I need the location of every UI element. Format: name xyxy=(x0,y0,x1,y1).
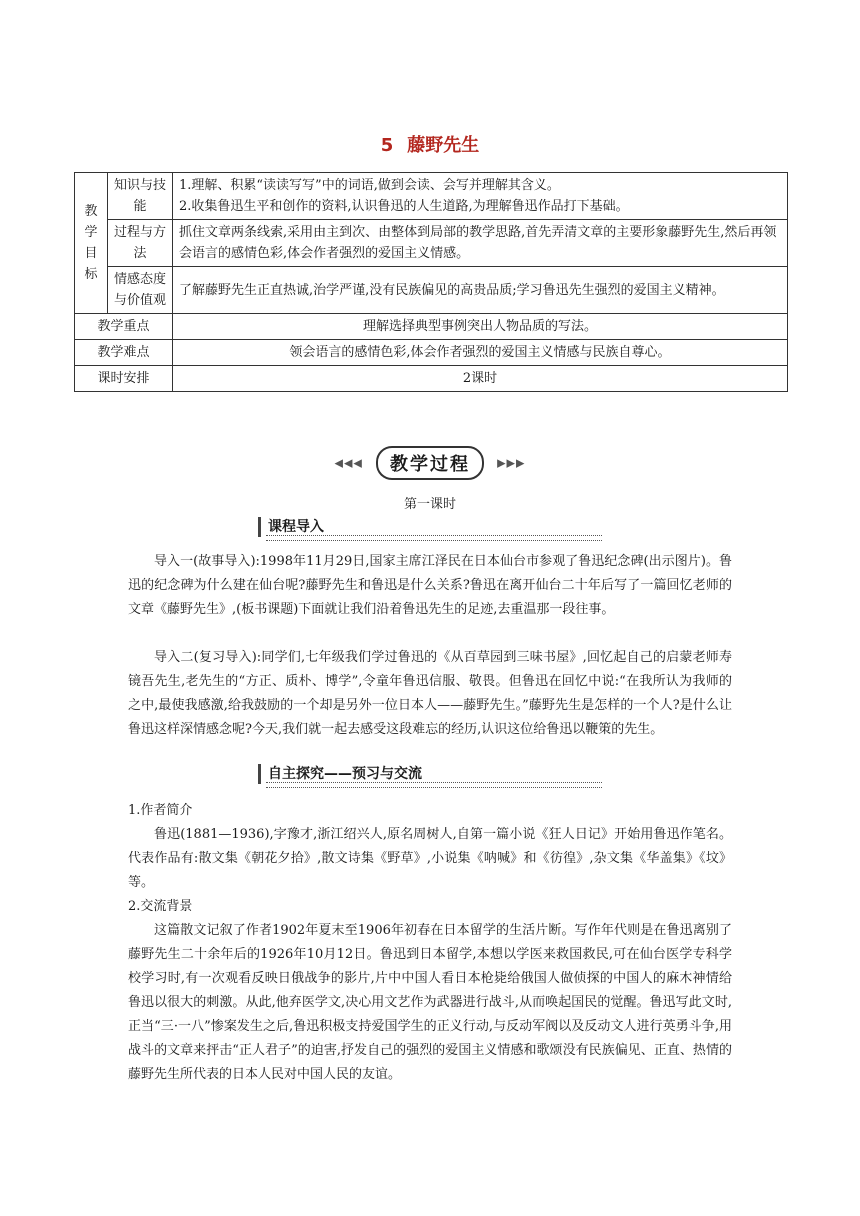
section-title: 自主探究——预习与交流 xyxy=(268,766,422,782)
objective-content: 抓住文章两条线索,采用由主到次、由整体到局部的教学思路,首先弄清文章的主要形象藤野先生,然后再领会语言的感情色彩,体会作者强烈的爱国主义情感。 xyxy=(173,220,788,267)
section-bar xyxy=(258,517,261,537)
focus-label: 教学重点 xyxy=(75,314,173,340)
schedule-value: 2课时 xyxy=(173,366,788,392)
focus-value: 理解选择典型事例突出人物品质的写法。 xyxy=(173,314,788,340)
section-heading-intro xyxy=(258,515,602,541)
right-arrows-icon: ▶▶▶ xyxy=(497,456,526,470)
difficulty-value: 领会语言的感情色彩,体会作者强烈的爱国主义情感与民族自尊心。 xyxy=(173,340,788,366)
author-intro-paragraph: 鲁迅(1881—1936),字豫才,浙江绍兴人,原名周树人,自第一篇小说《狂人日记》开始用鲁迅作笔名。代表作品有:散文集《朝花夕拾》,散文诗集《野草》,小说集《呐喊》和《彷徨》,杂文集《华盖集》《坟》等。 xyxy=(128,827,732,890)
dotted-rule xyxy=(266,535,602,541)
intro-paragraph-2: 导入二(复习导入):同学们,七年级我们学过鲁迅的《从百草园到三味书屋》,回忆起自己的启蒙老师寿镜吾先生,老先生的“方正、质朴、博学”,令童年鲁迅信服、敬畏。但鲁迅在回忆中说:“在我所认为我师的之中,最使我感激,给我鼓励的一个却是另外一位日本人——藤野先生。”藤野先生是怎样的一个人?是什么让鲁迅这样深情感念呢?今天,我们就一起去感受这段难忘的经历,认识这位给鲁迅以鞭策的先生。 xyxy=(128,650,732,737)
page-title xyxy=(0,131,860,157)
left-arrows-icon: ◀◀◀ xyxy=(334,456,363,470)
section-heading-explore xyxy=(258,762,602,788)
objectives-label: 教学目标 xyxy=(75,173,108,314)
objective-category: 过程与方法 xyxy=(108,220,173,267)
item-heading: 2.交流背景 xyxy=(128,899,193,914)
background-paragraph: 这篇散文记叙了作者1902年夏末至1906年初春在日本留学的生活片断。写作年代则是在鲁迅离别了藤野先生二十余年后的1926年10月12日。鲁迅到日本留学,本想以学医来救国救民,可在仙台医学专科学校学习时,有一次观看反映日俄战争的影片,片中中国人看日本枪毙给俄国人做侦探的中国人的麻木神情给鲁迅以很大的刺激。从此,他弃医学文,决心用文艺作为武器进行战斗,从而唤起国民的觉醒。鲁迅写此文时,正当“三·一八”惨案发生之后,鲁迅积极支持爱国学生的正义行动,与反动军阀以及反动文人进行英勇斗争,用战斗的文章来抨击“正人君子”的迫害,抒发自己的强烈的爱国主义情感和歌颂没有民族偏见、正直、热情的藤野先生所代表的日本人民对中国人民的友谊。 xyxy=(128,923,732,1082)
teaching-plan-table xyxy=(74,172,788,392)
difficulty-label: 教学难点 xyxy=(75,340,173,366)
table-row xyxy=(75,267,788,314)
dotted-rule xyxy=(266,782,602,788)
table-row xyxy=(75,173,788,220)
lesson-title: 藤野先生 xyxy=(407,135,480,156)
table-row xyxy=(75,366,788,392)
table-row xyxy=(75,340,788,366)
table-row xyxy=(75,220,788,267)
schedule-label: 课时安排 xyxy=(75,366,173,392)
section-bar xyxy=(258,764,261,784)
banner-title: 教学过程 xyxy=(376,446,484,480)
objective-line: 1.理解、积累“读读写写”中的词语,做到会读、会写并理解其含义。 xyxy=(179,178,560,193)
objective-category: 情感态度与价值观 xyxy=(108,267,173,314)
item-heading: 1.作者简介 xyxy=(128,803,193,818)
objective-content xyxy=(173,173,788,220)
teaching-process-banner xyxy=(0,446,860,480)
section-title: 课程导入 xyxy=(268,519,324,535)
lesson-label: 第一课时 xyxy=(403,497,456,512)
objective-line: 2.收集鲁迅生平和创作的资料,认识鲁迅的人生道路,为理解鲁迅作品打下基础。 xyxy=(179,199,629,214)
lesson-number: 5 xyxy=(380,135,394,156)
table-row xyxy=(75,314,788,340)
objective-category: 知识与技能 xyxy=(108,173,173,220)
objective-content: 了解藤野先生正直热诚,治学严谨,没有民族偏见的高贵品质;学习鲁迅先生强烈的爱国主义精神。 xyxy=(173,267,788,314)
intro-paragraph-1: 导入一(故事导入):1998年11月29日,国家主席江泽民在日本仙台市参观了鲁迅纪念碑(出示图片)。鲁迅的纪念碑为什么建在仙台呢?藤野先生和鲁迅是什么关系?鲁迅在离开仙台二十年后写了一篇回忆老师的文章《藤野先生》,(板书课题)下面就让我们沿着鲁迅先生的足迹,去重温那一段往事。 xyxy=(128,554,732,617)
